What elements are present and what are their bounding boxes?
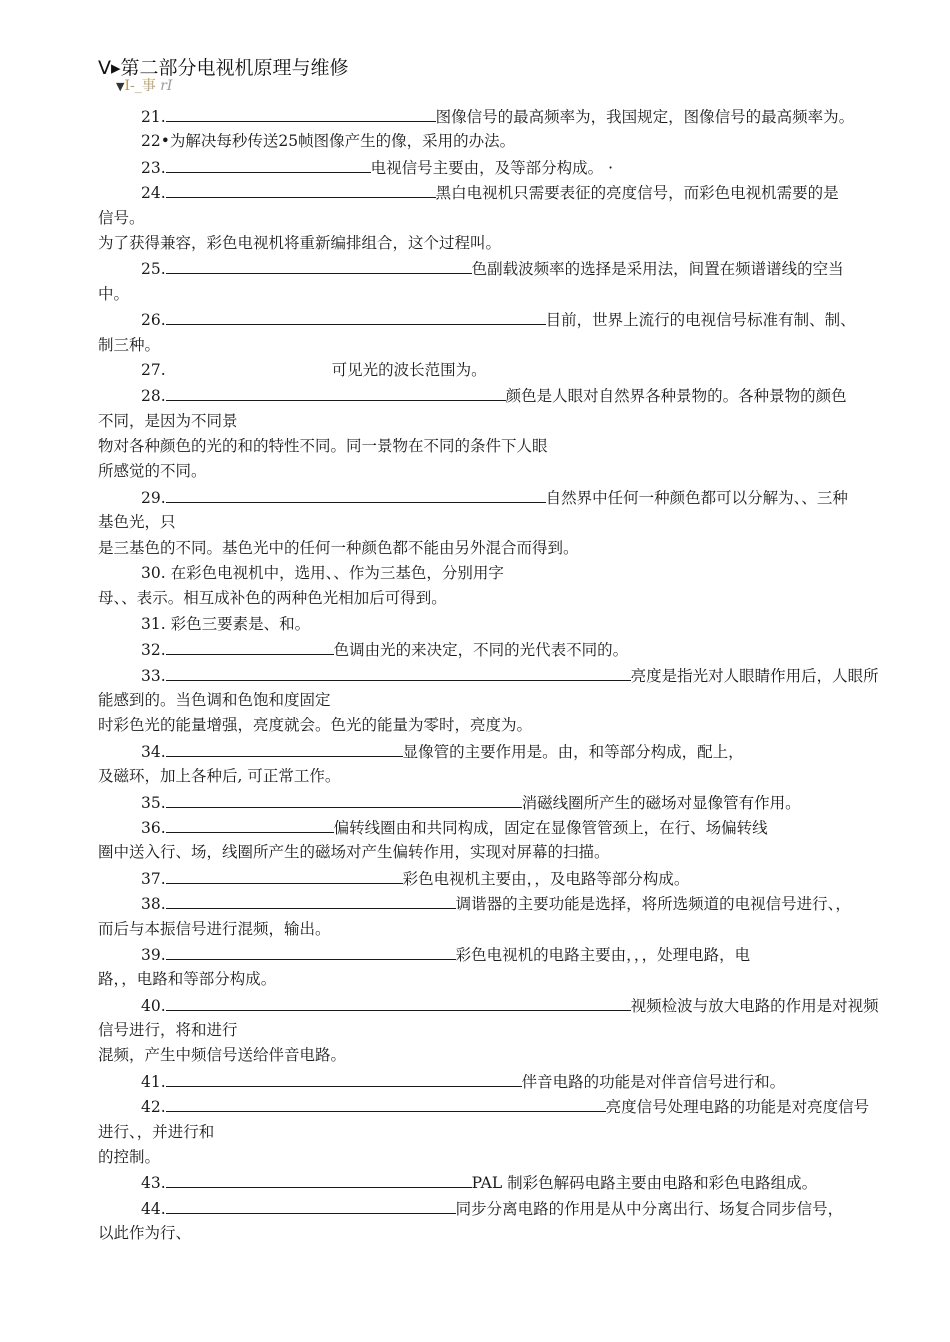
text-line (98, 1170, 950, 1195)
text-line (98, 459, 950, 484)
answer-blank[interactable] (166, 1094, 606, 1112)
line-text: 色副载波频率的选择是采用法，间置在频谱谱线的空当 (471, 260, 844, 279)
text-line (98, 866, 950, 891)
line-text: 时彩色光的能量增强，亮度就会。色光的能量为零时，亮度为。 (98, 716, 533, 735)
text-line (98, 917, 950, 942)
text-line (98, 586, 950, 611)
text-line (98, 1145, 950, 1170)
line-text: 彩色三要素是、和。 (165, 614, 311, 633)
answer-blank[interactable] (166, 104, 436, 122)
line-text: 颜色是人眼对自然界各种景物的。各种景物的颜色 (505, 387, 847, 406)
text-line (98, 967, 950, 992)
question-number: 42. (141, 1098, 166, 1117)
text-line (98, 1018, 950, 1043)
line-text: 混频，产生中频信号送给伴音电路。 (98, 1046, 347, 1065)
text-line (98, 485, 950, 510)
text-line (98, 942, 950, 967)
text-line (98, 155, 950, 180)
question-number: 38. (141, 895, 166, 914)
text-line (98, 663, 950, 688)
text-line (98, 713, 950, 738)
question-number: 39. (141, 945, 166, 964)
answer-blank[interactable] (166, 485, 546, 503)
line-text: 圈中送入行、场，线圈所产生的磁场对产生偏转作用，实现对屏幕的扫描。 (98, 843, 610, 862)
line-text: 信号。 (98, 208, 145, 227)
line-text: 的控制。 (98, 1148, 161, 1167)
question-number: 24. (141, 184, 166, 203)
line-text: 图像信号的最高频率为，我国规定，图像信号的最高频率为。 (435, 108, 855, 126)
answer-blank[interactable] (166, 256, 472, 274)
text-line (98, 561, 950, 586)
answer-blank[interactable] (166, 307, 546, 325)
text-line (98, 536, 950, 561)
question-number: 25. (141, 260, 166, 279)
answer-blank[interactable] (166, 739, 403, 757)
line-text: 调谐器的主要功能是选择，将所选频道的电视信号进行、， (455, 895, 851, 914)
question-number: 44. (141, 1199, 166, 1218)
line-text: 亮度信号处理电路的功能是对亮度信号 (605, 1098, 870, 1117)
line-text: 基色光，只 (98, 513, 176, 532)
question-number: 23. (141, 158, 166, 177)
question-number: 41. (141, 1072, 166, 1091)
answer-blank[interactable] (166, 1196, 456, 1214)
line-text: 彩色电视机的电路主要由，，，处理电路，电 (455, 945, 751, 964)
line-text: 能感到的。当色调和色饱和度固定 (98, 690, 331, 709)
line-text: 色调由光的来决定，不同的光代表不同的。 (333, 641, 629, 660)
question-number: 29. (141, 488, 166, 507)
text-line (98, 1221, 950, 1246)
line-text: 目前，世界上流行的电视信号标准有制、制、 (545, 311, 856, 330)
line-text: 中。 (98, 284, 130, 303)
question-number: 32. (141, 641, 166, 660)
question-number: 43. (141, 1174, 166, 1193)
text-line (98, 688, 950, 713)
text-line (98, 358, 950, 383)
answer-blank[interactable] (166, 993, 631, 1011)
text-line (98, 231, 950, 256)
text-line (98, 1043, 950, 1068)
line-text: PAL 制彩色解码电路主要由电路和彩色电路组成。 (471, 1174, 818, 1193)
text-line (98, 510, 950, 535)
line-text: 信号进行，将和进行 (98, 1021, 238, 1040)
page-subheader (116, 77, 172, 96)
line-text: 消磁线圈所产生的磁场对显像管有作用。 (521, 793, 801, 812)
question-number: 40. (141, 996, 166, 1015)
text-line (98, 180, 950, 205)
question-number: 31. (141, 614, 166, 633)
text-line (98, 129, 950, 154)
text-line (98, 1120, 950, 1145)
line-text: 母、、表示。相互成补色的两种色光相加后可得到。 (98, 589, 447, 608)
line-text: 显像管的主要作用是。由，和等部分构成，配上， (402, 742, 744, 761)
question-number: 35. (141, 793, 166, 812)
text-line (98, 104, 950, 129)
question-number: 27. (141, 360, 166, 379)
answer-blank[interactable] (166, 815, 334, 833)
text-line (98, 256, 950, 281)
question-number: 26. (141, 311, 166, 330)
question-number: 21. (141, 108, 166, 126)
answer-blank[interactable] (166, 1170, 472, 1188)
triangle-marker-icon: ▼ (116, 80, 125, 93)
line-text: 是三基色的不同。基色光中的任何一种颜色都不能由另外混合而得到。 (98, 538, 579, 557)
line-text: 彩色电视机主要由，，及电路等部分构成。 (402, 869, 690, 888)
line-text: 制三种。 (98, 335, 161, 354)
page-title: V▸第二部分电视机原理与维修 (98, 57, 349, 79)
line-text: 在彩色电视机中，选用、、作为三基色，分别用字 (165, 564, 504, 583)
text-line (98, 637, 950, 662)
answer-blank[interactable] (166, 1069, 522, 1087)
text-line (98, 840, 950, 865)
subheader-faint-text: rI (160, 78, 173, 94)
answer-blank[interactable] (166, 637, 334, 655)
text-line (98, 282, 950, 307)
text-line (98, 206, 950, 231)
line-text: 黑白电视机只需要表征的亮度信号，而彩色电视机需要的是 (435, 184, 839, 203)
text-line (98, 739, 950, 764)
answer-blank[interactable] (166, 891, 456, 909)
line-text: 所感觉的不同。 (98, 462, 207, 481)
question-number: 33. (141, 666, 166, 685)
line-text: 自然界中任何一种颜色都可以分解为、、三种 (545, 488, 848, 507)
answer-blank[interactable] (166, 866, 403, 884)
text-line (98, 434, 950, 459)
answer-blank[interactable] (166, 383, 506, 401)
text-line (98, 307, 950, 332)
line-text: 而后与本振信号进行混频，输出。 (98, 919, 331, 938)
text-line (98, 383, 950, 408)
line-text: 同步分离电路的作用是从中分离出行、场复合同步信号， (455, 1199, 844, 1218)
text-line (98, 1069, 950, 1094)
question-number: 36. (141, 818, 166, 837)
line-text: 电视信号主要由，及等部分构成。 · (370, 158, 614, 177)
question-list (98, 104, 950, 1247)
line-text: 为了获得兼容，彩色电视机将重新编排组合，这个过程叫。 (98, 233, 502, 252)
text-line (98, 764, 950, 789)
text-line (98, 1094, 950, 1119)
answer-blank[interactable] (166, 942, 456, 960)
question-number: 28. (141, 387, 166, 406)
question-number: 37. (141, 869, 166, 888)
text-line (98, 815, 950, 840)
line-text: 视频检波与放大电路的作用是对视频 (630, 996, 879, 1015)
text-line (98, 1196, 950, 1221)
line-text: 伴音电路的功能是对伴音信号进行和。 (521, 1072, 786, 1091)
text-line (98, 333, 950, 358)
answer-blank[interactable] (166, 790, 522, 808)
line-text: 亮度是指光对人眼睛作用后，人眼所 (630, 666, 879, 685)
subheader-text: I-_事 (124, 78, 156, 94)
answer-blank[interactable] (166, 155, 371, 173)
question-number: 22• (141, 132, 170, 151)
line-text: 不同，是因为不同景 (98, 411, 238, 430)
question-number: 30. (141, 564, 166, 583)
line-text: 及磁环，加上各种后, 可正常工作。 (98, 767, 341, 786)
text-line (98, 993, 950, 1018)
line-text: 以此作为行、 (98, 1224, 192, 1243)
text-line (98, 612, 950, 637)
answer-blank[interactable] (166, 180, 436, 198)
question-number: 34. (141, 742, 166, 761)
answer-blank[interactable] (166, 663, 631, 681)
line-text: 路，，电路和等部分构成。 (98, 970, 277, 989)
line-text: 物对各种颜色的光的和的特性不同。同一景物在不同的条件下人眼 (98, 437, 548, 456)
line-text: 进行、，并进行和 (98, 1122, 215, 1141)
text-line (98, 409, 950, 434)
line-text: 偏转线圈由和共同构成，固定在显像管管颈上，在行、场偏转线 (333, 818, 768, 837)
line-text: 为解决每秒传送25帧图像产生的像，采用的办法。 (169, 132, 516, 151)
line-text: 可见光的波长范围为。 (331, 360, 487, 379)
text-line (98, 891, 950, 916)
text-line (98, 790, 950, 815)
